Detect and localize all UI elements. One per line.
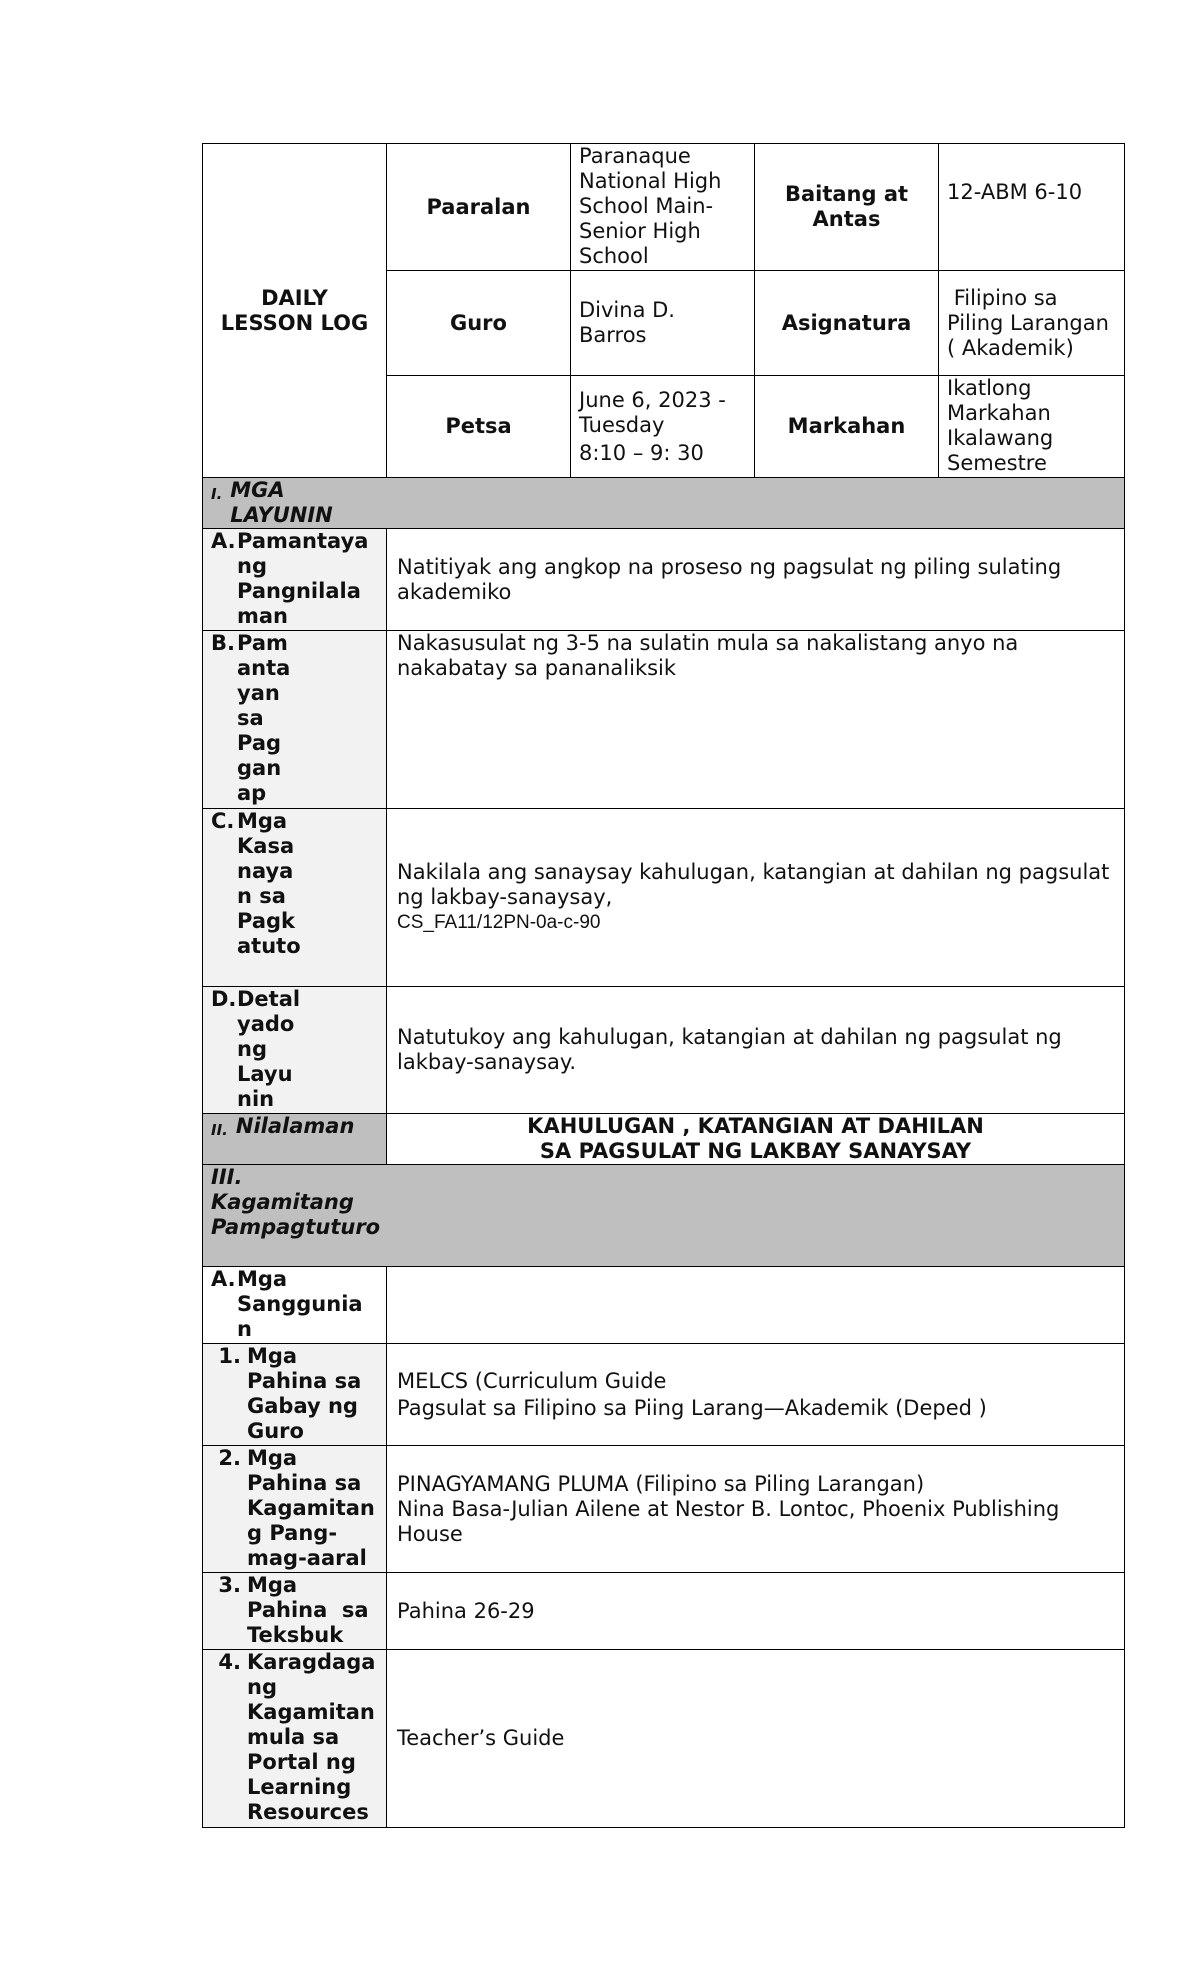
objective-a-row [203,529,1125,631]
objective-c-label-cell [203,809,387,987]
objective-a-label-cell [203,529,387,631]
materials-a-label-cell [203,1267,387,1344]
materials-item4-value: Teacher’s Guide [387,1650,1125,1828]
materials-item4-label-cell [203,1650,387,1828]
materials-a-row [203,1267,1125,1344]
subject-value: Filipino sa Piling Larangan ( Akademik) [939,271,1125,376]
objective-a-label: Pamantayang Pangnilalaman [237,529,369,628]
materials-item2-line1: PINAGYAMANG PLUMA (Filipino sa Piling Larangan) [397,1471,925,1496]
materials-item3-num: 3. [218,1573,241,1597]
log-title: DAILY LESSON LOG [220,285,369,335]
materials-item1-label-cell [203,1344,387,1446]
objective-b-letter: B. [211,631,235,655]
section-objectives-num: I. [211,485,223,503]
materials-item1-row [203,1344,1125,1446]
materials-item2-label: Mga Pahina sa Kagamitang Pang-mag-aaral [247,1446,375,1570]
section-content-row [203,1114,1125,1165]
section-objectives-row [203,478,1125,529]
school-label: Paaralan [387,144,571,271]
objective-a-letter: A. [211,529,236,553]
header-row-school [203,144,1125,271]
quarter-value: Ikatlong Markahan Ikalawang Semestre [939,376,1125,478]
materials-item4-label: Karagdagang Kagamitan mula sa Portal ng Learning Resources [247,1650,376,1824]
materials-item3-value: Pahina 26-29 [387,1573,1125,1650]
teacher-label: Guro [387,271,571,376]
objective-b-row [203,631,1125,809]
content-topic [387,1114,1125,1165]
time-value: 8:10 – 9: 30 [579,440,704,465]
grade-value: 12-ABM 6-10 [939,144,1125,271]
objective-d-value: Natutukoy ang kahulugan, katangian at dahilan ng pagsulat ng lakbay-sanaysay. [387,987,1125,1114]
objective-d-label-cell [203,987,387,1114]
objective-b-label: Pamantayan sa Pagganap [237,631,291,805]
materials-item4-num: 4. [218,1650,241,1674]
grade-label: Baitang at Antas [755,144,939,271]
objective-d-row [203,987,1125,1114]
objective-c-label: Mga Kasanayan sa Pagkatuto [237,809,301,958]
objective-b-value: Nakasusulat ng 3-5 na sulatin mula sa nakalistang anyo na nakabatay sa pananaliksik [387,631,1125,809]
content-topic-line2: SA PAGSULAT NG LAKBAY SANAYSAY [539,1139,972,1163]
quarter-label: Markahan [755,376,939,478]
materials-item3-row [203,1573,1125,1650]
materials-item1-line2: Pagsulat sa Filipino sa Piing Larang—Akademik (Deped ) [397,1395,987,1420]
materials-item4-row [203,1650,1125,1828]
objective-a-value: Natitiyak ang angkop na proseso ng pagsulat ng piling sulating akademiko [387,529,1125,631]
section-materials [203,1165,1125,1267]
date-value: June 6, 2023 - Tuesday [579,387,726,437]
section-objectives [203,478,1125,529]
materials-item1-cell [387,1344,1125,1446]
objective-c-cell [387,809,1125,987]
materials-item2-cell [387,1446,1125,1573]
materials-item3-label: Mga Pahina sa Teksbuk [247,1573,376,1647]
objective-c-value: Nakilala ang sanaysay kahulugan, katangian at dahilan ng pagsulat ng lakbay-sanaysay, [397,860,1110,909]
materials-a-letter: A. [211,1267,236,1291]
objective-d-label: Detalyadong Layunin [237,987,301,1111]
section-objectives-title: MGA LAYUNIN [230,478,333,527]
date-cell [571,376,755,478]
materials-a-value [387,1267,1125,1344]
school-value: Paranaque National High School Main-Senior High School [571,144,755,271]
materials-item1-line1: MELCS (Curriculum Guide [397,1368,667,1393]
content-topic-line1: KAHULUGAN , KATANGIAN AT DAHILAN [527,1114,984,1138]
section-content-num: II. [211,1121,228,1139]
materials-a-label: Mga Sanggunian [237,1267,363,1341]
materials-item2-row [203,1446,1125,1573]
materials-item2-num: 2. [218,1446,241,1470]
materials-item1-num: 1. [218,1344,241,1368]
objective-b-label-cell [203,631,387,809]
section-materials-title: III. Kagamitang Pampagtuturo [211,1165,381,1239]
objective-c-row [203,809,1125,987]
objective-d-letter: D. [211,987,237,1011]
objective-c-code: CS_FA11/12PN-0a-c-90 [397,912,601,933]
daily-lesson-log-table [202,143,1125,1828]
materials-item2-line2: Nina Basa-Julian Ailene at Nestor B. Lontoc, Phoenix Publishing House [397,1496,1060,1546]
section-content-title: Nilalaman [235,1114,355,1138]
section-content-label [203,1114,387,1165]
objective-c-letter: C. [211,809,235,833]
teacher-value: Divina D. Barros [571,271,755,376]
materials-item1-label: Mga Pahina sa Gabay ng Guro [247,1344,362,1443]
log-title-cell [203,144,387,478]
subject-label: Asignatura [755,271,939,376]
date-label: Petsa [387,376,571,478]
section-materials-row [203,1165,1125,1267]
materials-item3-label-cell [203,1573,387,1650]
materials-item2-label-cell [203,1446,387,1573]
